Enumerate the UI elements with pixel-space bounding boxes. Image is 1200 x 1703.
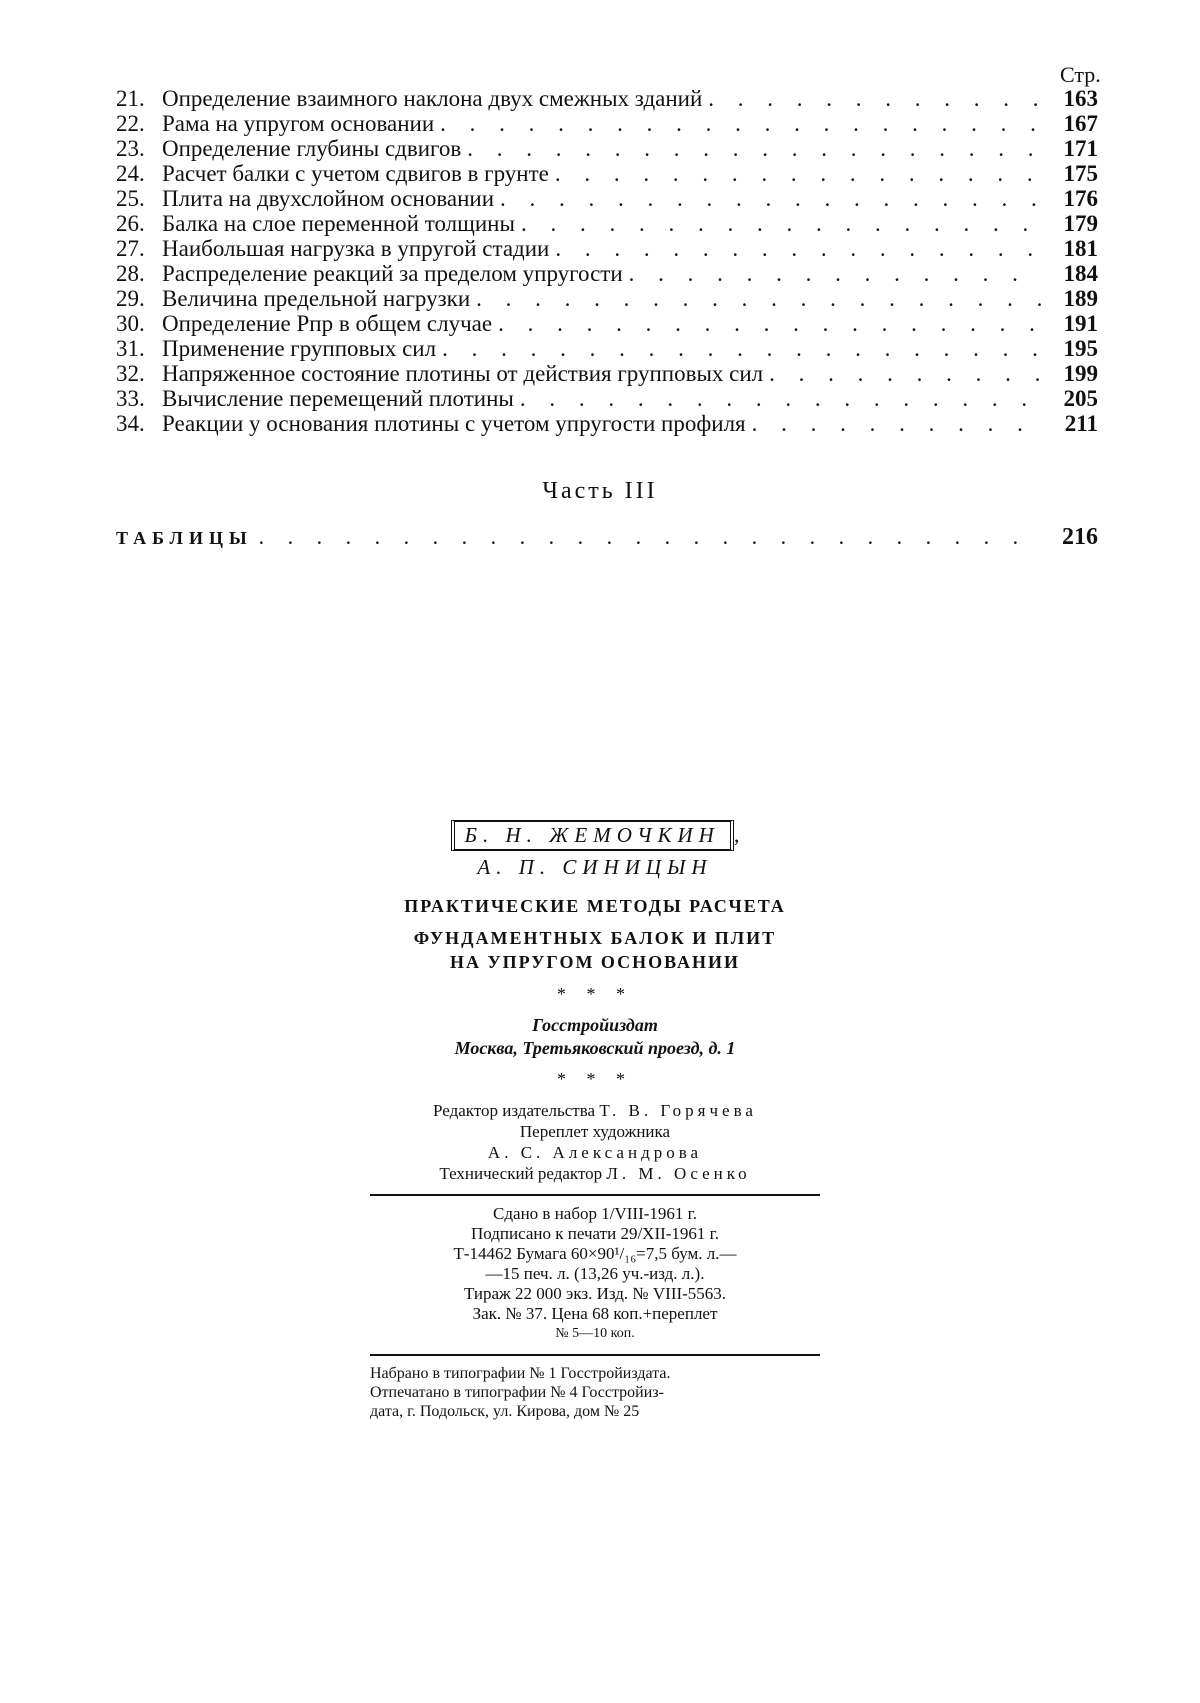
- toc-entry-page: 184: [1063, 261, 1098, 286]
- book-title-line: НА УПРУГОМ ОСНОВАНИИ: [449, 952, 741, 972]
- toc-entry: [116, 386, 1098, 411]
- leader-dots: [259, 524, 1042, 550]
- leader-dots: [467, 136, 1042, 161]
- separator-stars: * * *: [557, 984, 633, 1004]
- toc-entry-title: Расчет балки с учетом сдвигов в грунте: [162, 161, 549, 186]
- separator-stars: * * *: [557, 1069, 633, 1089]
- toc-entry-page: 205: [1063, 386, 1098, 411]
- credit-role: Технический редактор: [439, 1164, 603, 1183]
- page-column-label: Стр.: [1060, 62, 1101, 87]
- divider: [370, 1354, 820, 1356]
- toc-entry-page: 191: [1063, 311, 1098, 336]
- toc-entry-number: 26.: [116, 211, 145, 236]
- toc-entry-title: Напряженное состояние плотины от действия групповых сил: [162, 361, 764, 386]
- credit-name: Т. В. Горячева: [599, 1101, 757, 1120]
- credit-line: [370, 1121, 820, 1142]
- pub-line: Сдано в набор 1/VIII-1961 г.: [493, 1204, 697, 1223]
- toc-entry-page: 216: [1062, 524, 1098, 550]
- pub-line: Зак. № 37. Цена 68 коп.+переплет: [472, 1304, 718, 1323]
- leader-dots: [520, 386, 1042, 411]
- toc-entry: [116, 411, 1098, 436]
- toc-entry-title: Определение глубины сдвигов: [162, 136, 462, 161]
- book-title-line: ФУНДАМЕНТНЫХ БАЛОК И ПЛИТ: [413, 928, 777, 948]
- leader-dots: [708, 86, 1042, 111]
- leader-dots: [629, 261, 1042, 286]
- toc-entry-title: Определение взаимного наклона двух смежных зданий: [162, 86, 703, 111]
- leader-dots: [476, 286, 1042, 311]
- toc-entry-page: 163: [1063, 86, 1098, 111]
- leader-dots: [521, 211, 1042, 236]
- leader-dots: [555, 161, 1042, 186]
- toc-entry-number: 32.: [116, 361, 145, 386]
- toc-entry-number: 23.: [116, 136, 145, 161]
- credits: [370, 1100, 820, 1184]
- toc-entry-page: 195: [1063, 336, 1098, 361]
- book-title: [370, 894, 820, 974]
- toc-entry-title: Рама на упругом основании: [162, 111, 435, 136]
- toc-entry-page: 211: [1064, 411, 1098, 436]
- toc-entry-page: 181: [1063, 236, 1098, 261]
- leader-dots: [442, 336, 1042, 361]
- toc-entry-title: ТАБЛИЦЫ: [116, 528, 253, 548]
- leader-dots: [752, 411, 1042, 436]
- publisher-name: Госстройиздат: [532, 1015, 658, 1035]
- print-line: дата, г. Подольск, ул. Кирова, дом № 25: [370, 1403, 640, 1420]
- leader-dots: [769, 361, 1042, 386]
- toc-entry-number: 31.: [116, 336, 145, 361]
- toc-entry: [116, 336, 1098, 361]
- printing-info: [370, 1364, 820, 1421]
- toc-entry: [116, 236, 1098, 261]
- toc-entry: [116, 286, 1098, 311]
- pub-line: Тираж 22 000 экз. Изд. № VIII-5563.: [463, 1284, 727, 1303]
- toc-entry: [116, 186, 1098, 211]
- toc-entry: [116, 211, 1098, 236]
- toc-entry-number: 22.: [116, 111, 145, 136]
- toc-entry-page: 167: [1063, 111, 1098, 136]
- toc-entry: [116, 161, 1098, 186]
- toc-entry-title: Величина предельной нагрузки: [162, 286, 471, 311]
- author-secondary: А. П. СИНИЦЫН: [477, 855, 713, 879]
- toc-entry-title: Наибольшая нагрузка в упругой стадии: [162, 236, 550, 261]
- toc-entry-page: 179: [1063, 211, 1098, 236]
- divider: [370, 1194, 820, 1196]
- toc-entry-title: Распределение реакций за пределом упругости: [162, 261, 623, 286]
- credit-line: [370, 1163, 820, 1184]
- publisher-address: Москва, Третьяковский проезд, д. 1: [454, 1038, 736, 1058]
- toc-entry: [116, 361, 1098, 386]
- toc-entry-number: 34.: [116, 411, 145, 436]
- toc-entry: [116, 311, 1098, 336]
- toc-entry: [116, 111, 1098, 136]
- toc-entry: [116, 86, 1098, 111]
- credit-name: А. С. Александрова: [487, 1143, 703, 1162]
- part-heading: Часть III: [542, 478, 658, 504]
- toc-entry-page: 189: [1063, 286, 1098, 311]
- toc-entry-page: 199: [1063, 361, 1098, 386]
- leader-dots: [440, 111, 1042, 136]
- publication-data: [370, 1204, 820, 1344]
- pub-line: Подписано к печати 29/XII-1961 г.: [471, 1224, 719, 1243]
- leader-dots: [500, 186, 1042, 211]
- pub-line: № 5—10 коп.: [555, 1326, 635, 1341]
- toc-entry-title: Плита на двухслойном основании: [162, 186, 495, 211]
- toc-entry-title: Применение групповых сил: [162, 336, 437, 361]
- credit-role: Переплет художника: [519, 1122, 671, 1141]
- print-line: Отпечатано в типографии № 4 Госстройиз-: [370, 1384, 664, 1401]
- toc-entry: [116, 136, 1098, 161]
- credit-name: Л. М. Осенко: [606, 1164, 751, 1183]
- toc-entry-number: 27.: [116, 236, 145, 261]
- pub-line: Т-14462 Бумага 60×90¹/₁₆=7,5 бум. л.—: [453, 1244, 737, 1263]
- print-line: Набрано в типографии № 1 Госстройиздата.: [370, 1365, 671, 1382]
- toc-entry-title: Определение Pпр в общем случае: [162, 311, 493, 336]
- toc-entry-page: 176: [1063, 186, 1098, 211]
- toc-entry-number: 29.: [116, 286, 145, 311]
- toc-entry-number: 30.: [116, 311, 145, 336]
- toc-entry-number: 28.: [116, 261, 145, 286]
- toc-entry-title: Реакции у основания плотины с учетом упругости профиля: [162, 411, 746, 436]
- leader-dots: [555, 236, 1042, 261]
- colophon: Б. Н. ЖЕМОЧКИН , А. П. СИНИЦЫН ПРАКТИЧЕСКИЕ МЕТОДЫ РАСЧЕТА ФУНДАМЕНТНЫХ БАЛОК И ПЛИТ НА УПРУГОМ ОСНОВАНИИ * * * Госстройиздат Москва, Третьяковский проезд, д. 1 * * * Редактор издательства Т. В. Горячева Переплет художника А. С. Александрова Технический редактор Л. М. Осенко Сдано в набор 1/VIII-1961 г. Подписано к печати 29/XII-1961 г. Т-14462 Бумага 60×90¹/₁₆=7,5 бум. л.— —15 печ. л. (13,26 уч.-изд. л.). Тираж 22 000 экз. Изд. № VIII-5563. Зак. № 37. Цена 68 коп.+переплет № 5—10 коп. Набрано в типографии № 1 Госстройиздата. Отпечатано в типографии № 4 Госстройиз- дата, г. Подольск, ул. Кирова, дом № 25: [370, 820, 820, 1421]
- toc-entry-page: 175: [1063, 161, 1098, 186]
- toc-entry: [116, 261, 1098, 286]
- credit-line: [370, 1100, 820, 1121]
- pub-line: —15 печ. л. (13,26 уч.-изд. л.).: [485, 1264, 705, 1283]
- table-of-contents: [116, 86, 1098, 436]
- toc-entry-number: 21.: [116, 86, 145, 111]
- toc-entry-title: Балка на слое переменной толщины: [162, 211, 515, 236]
- credit-line: [370, 1142, 820, 1163]
- leader-dots: [498, 311, 1042, 336]
- toc-entry-number: 24.: [116, 161, 145, 186]
- credit-role: Редактор издательства: [433, 1101, 596, 1120]
- toc-entry-number: 25.: [116, 186, 145, 211]
- toc-entry-title: Вычисление перемещений плотины: [162, 386, 514, 411]
- toc-entry-page: 171: [1063, 136, 1098, 161]
- author-primary: Б. Н. ЖЕМОЧКИН: [451, 820, 734, 851]
- toc-entry-number: 33.: [116, 386, 145, 411]
- book-title-line: ПРАКТИЧЕСКИЕ МЕТОДЫ РАСЧЕТА: [404, 896, 786, 916]
- toc-entry-tables: [116, 524, 1098, 551]
